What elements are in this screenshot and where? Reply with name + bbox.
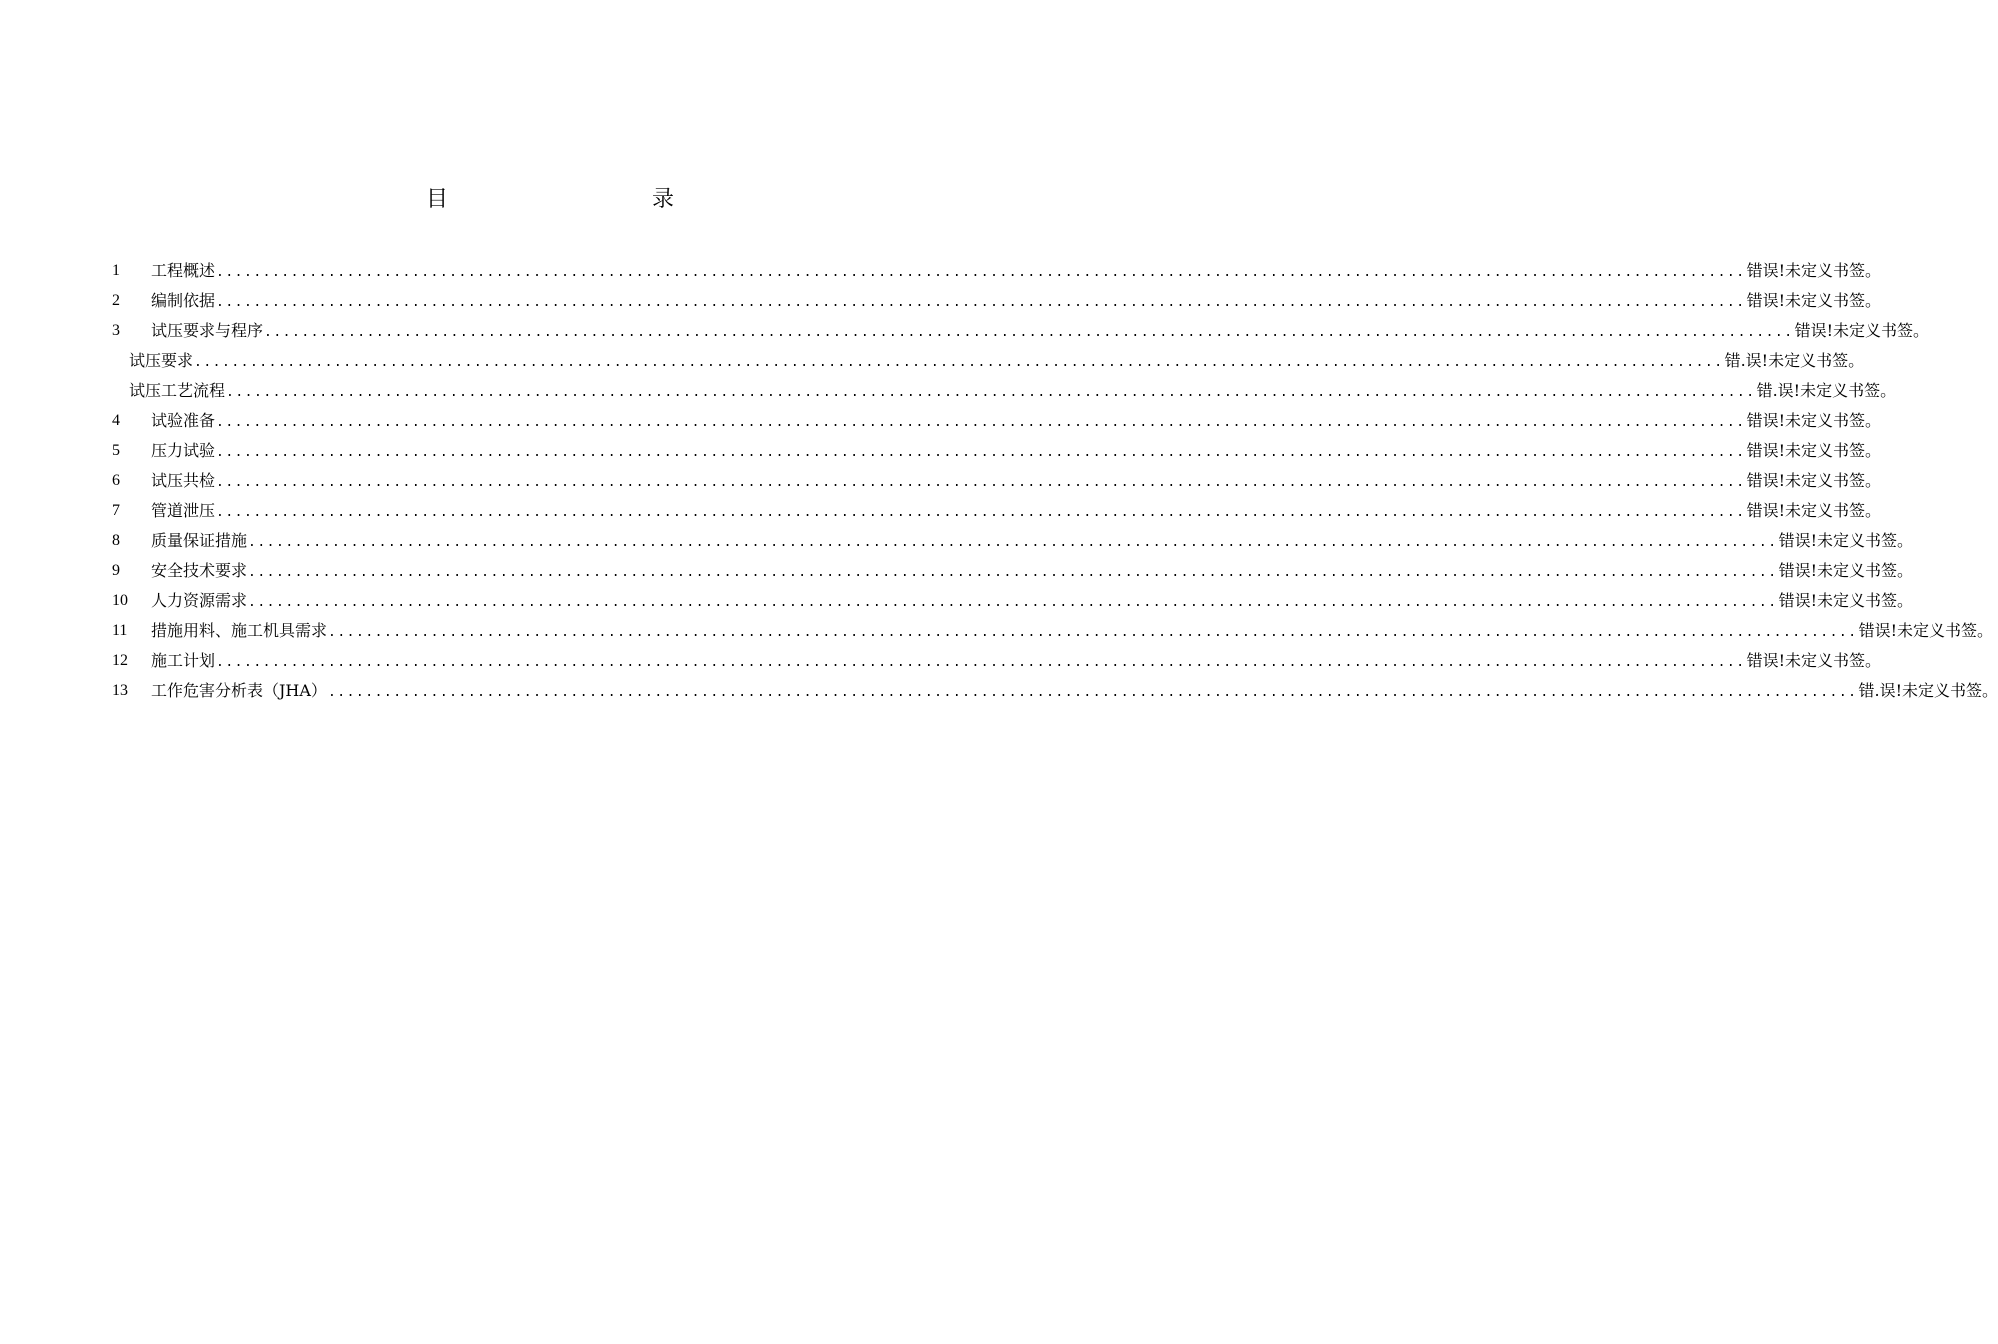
toc-entry-number: 4 (112, 412, 120, 429)
toc-entry-page-ref: 错误!未定义书签。 (1778, 591, 1914, 610)
toc-entry-page-ref: 错误!未定义书签。 (1778, 531, 1914, 550)
page-title (0, 182, 950, 218)
toc-entry-page-ref: 错.误!未定义书签。 (1756, 381, 1897, 400)
toc-entry-title: 措施用料、施工机具需求 (151, 621, 328, 640)
toc-leader-dots: .................................................................................................................................................................... (216, 295, 1746, 310)
toc-entry-page-ref: 错误!未定义书签。 (1746, 291, 1882, 310)
toc-entry-page-ref: 错误!未定义书签。 (1746, 411, 1882, 430)
toc-subentry-3-2[interactable] (0, 378, 1897, 404)
toc-entry-page-ref: 错误!未定义书签。 (1746, 501, 1882, 520)
toc-entry-page-ref: 错误!未定义书签。 (1746, 471, 1882, 490)
toc-entry-number: 11 (112, 622, 128, 639)
toc-entry-8[interactable] (0, 528, 1914, 554)
toc-entry-number: 7 (112, 502, 120, 519)
toc-entry-title: 安全技术要求 (151, 561, 248, 580)
toc-entry-number: 13 (112, 682, 128, 699)
toc-entry-1[interactable] (0, 258, 1882, 284)
toc-entry-number: 5 (112, 442, 120, 459)
toc-entry-title: 试验准备 (151, 411, 216, 430)
toc-entry-page-ref: 错误!未定义书签。 (1858, 621, 1994, 640)
toc-entry-title: 编制依据 (151, 291, 216, 310)
toc-entry-title: 压力试验 (151, 441, 216, 460)
title-char-1: 目 (426, 187, 449, 212)
toc-entry-title: 工作危害分析表（JHA） (151, 681, 327, 700)
toc-entry-number: 10 (112, 592, 128, 609)
toc-entry-title: 工程概述 (151, 261, 216, 280)
toc-leader-dots: .................................................................................................................................................................... (216, 415, 1746, 430)
toc-leader-dots: .................................................................................................................................................................... (216, 445, 1746, 460)
toc-leader-dots: .................................................................................................................................................................... (248, 535, 1778, 550)
toc-leader-dots: .................................................................................................................................................................... (216, 655, 1746, 670)
toc-leader-dots: .................................................................................................................................................................... (328, 625, 1858, 640)
title-char-2: 录 (652, 187, 675, 212)
toc-entry-title: 试压工艺流程 (129, 381, 226, 400)
toc-entry-page-ref: 错误!未定义书签。 (1794, 321, 1930, 340)
toc-entry-13[interactable] (0, 678, 1998, 704)
toc-entry-page-ref: 错误!未定义书签。 (1746, 651, 1882, 670)
toc-entry-9[interactable] (0, 558, 1914, 584)
toc-entry-title: 试压要求与程序 (151, 321, 264, 340)
toc-leader-dots: .................................................................................................................................................................... (216, 505, 1746, 520)
toc-leader-dots: .................................................................................................................................................................... (248, 595, 1778, 610)
toc-leader-dots: .................................................................................................................................................................... (327, 685, 1858, 700)
toc-entry-title: 施工计划 (151, 651, 216, 670)
toc-leader-dots: .................................................................................................................................................................... (226, 385, 1756, 400)
toc-entry-page-ref: 错.误!未定义书签。 (1724, 351, 1865, 370)
toc-entry-title: 管道泄压 (151, 501, 216, 520)
toc-entry-number: 1 (112, 262, 120, 279)
toc-leader-dots: .................................................................................................................................................................... (216, 265, 1746, 280)
toc-entry-title: 人力资源需求 (151, 591, 248, 610)
toc-entry-6[interactable] (0, 468, 1882, 494)
toc-entry-page-ref: 错.误!未定义书签。 (1858, 681, 1998, 700)
toc-entry-number: 2 (112, 292, 120, 309)
toc-entry-3[interactable] (0, 318, 1930, 344)
toc-entry-12[interactable] (0, 648, 1882, 674)
toc-entry-10[interactable] (0, 588, 1914, 614)
toc-entry-5[interactable] (0, 438, 1882, 464)
toc-leader-dots: .................................................................................................................................................................... (216, 475, 1746, 490)
toc-entry-2[interactable] (0, 288, 1882, 314)
toc-entry-4[interactable] (0, 408, 1882, 434)
toc-subentry-3-1[interactable] (0, 348, 1865, 374)
toc-entry-11[interactable] (0, 618, 1994, 644)
toc-leader-dots: .................................................................................................................................................................... (194, 355, 1724, 370)
toc-leader-dots: .................................................................................................................................................................... (264, 325, 1794, 340)
toc-entry-title: 试压要求 (129, 351, 194, 370)
toc-entry-number: 12 (112, 652, 128, 669)
toc-entry-page-ref: 错误!未定义书签。 (1778, 561, 1914, 580)
toc-entry-page-ref: 错误!未定义书签。 (1746, 261, 1882, 280)
toc-entry-title: 试压共检 (151, 471, 216, 490)
toc-entry-7[interactable] (0, 498, 1882, 524)
toc-entry-number: 8 (112, 532, 120, 549)
toc-entry-number: 6 (112, 472, 120, 489)
toc-leader-dots: .................................................................................................................................................................... (248, 565, 1778, 580)
toc-entry-number: 9 (112, 562, 120, 579)
toc-entry-number: 3 (112, 322, 120, 339)
toc-entry-title: 质量保证措施 (151, 531, 248, 550)
toc-entry-page-ref: 错误!未定义书签。 (1746, 441, 1882, 460)
